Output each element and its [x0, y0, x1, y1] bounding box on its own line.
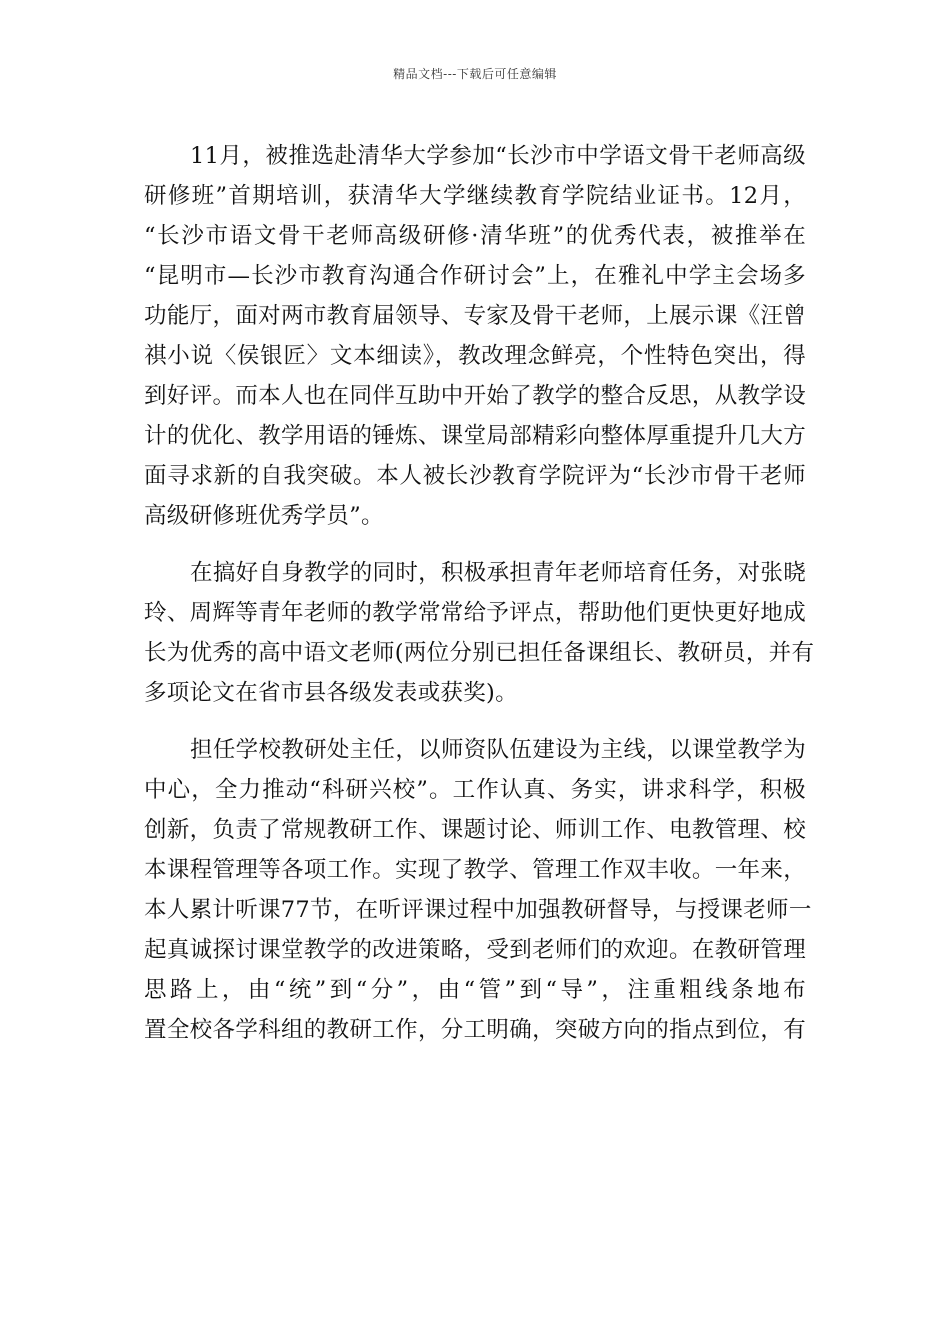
page-header: 精品文档---下载后可任意编辑	[393, 67, 557, 81]
text-line: 本课程管理等各项工作。实现了教学、管理工作双丰收。一年来，	[144, 857, 806, 883]
text-line: 在搞好自身教学的同时，积极承担青年老师培育任务，对张晓	[190, 560, 806, 586]
text-line: “昆明市—长沙市教育沟通合作研讨会”上，在雅礼中学主会场多	[144, 263, 806, 289]
text-line: 研修班”首期培训，获清华大学继续教育学院结业证书。12月，	[144, 183, 806, 209]
text-line: 担任学校教研处主任，以师资队伍建设为主线，以课堂教学为	[190, 737, 806, 763]
text-line: 高级研修班优秀学员”。	[144, 503, 384, 529]
text-line: 11月，被推选赴清华大学参加“长沙市中学语文骨干老师高级	[190, 143, 806, 169]
text-line: 计的优化、教学用语的锤炼、课堂局部精彩向整体厚重提升几大方	[144, 423, 806, 449]
paragraph-gap	[144, 536, 806, 553]
text-line: 玲、周辉等青年老师的教学常常给予评点，帮助他们更快更好地成	[144, 600, 806, 626]
paragraph	[144, 136, 806, 536]
text-line: 思路上，由“统”到“分”，由“管”到“导”，注重粗线条地布	[144, 977, 806, 1003]
text-line: 本人累计听课77节，在听评课过程中加强教研督导，与授课老师一	[144, 897, 812, 923]
text-line: 中心，全力推动“科研兴校”。工作认真、务实，讲求科学，积极	[144, 777, 806, 803]
text-line: 功能厅，面对两市教育届领导、专家及骨干老师，上展示课《汪曾	[144, 303, 806, 329]
text-line: 面寻求新的自我突破。本人被长沙教育学院评为“长沙市骨干老师	[144, 463, 806, 489]
paragraph	[144, 730, 812, 1050]
text-line: 创新，负责了常规教研工作、课题讨论、师训工作、电教管理、校	[144, 817, 806, 843]
document-body	[144, 136, 815, 1050]
text-line: 长为优秀的高中语文老师(两位分别已担任备课组长、教研员，并有	[144, 640, 815, 666]
paragraph	[144, 553, 815, 713]
text-line: 多项论文在省市县各级发表或获奖)。	[144, 680, 518, 706]
paragraph-gap	[144, 713, 806, 730]
text-line: 到好评。而本人也在同伴互助中开始了教学的整合反思，从教学设	[144, 383, 806, 409]
text-line: 起真诚探讨课堂教学的改进策略，受到老师们的欢迎。在教研管理	[144, 937, 806, 963]
text-line: 祺小说〈侯银匠〉文本细读》，教改理念鲜亮，个性特色突出，得	[144, 343, 806, 369]
text-line: “长沙市语文骨干老师高级研修·清华班”的优秀代表，被推举在	[144, 223, 806, 249]
text-line: 置全校各学科组的教研工作，分工明确，突破方向的指点到位，有	[144, 1017, 806, 1043]
